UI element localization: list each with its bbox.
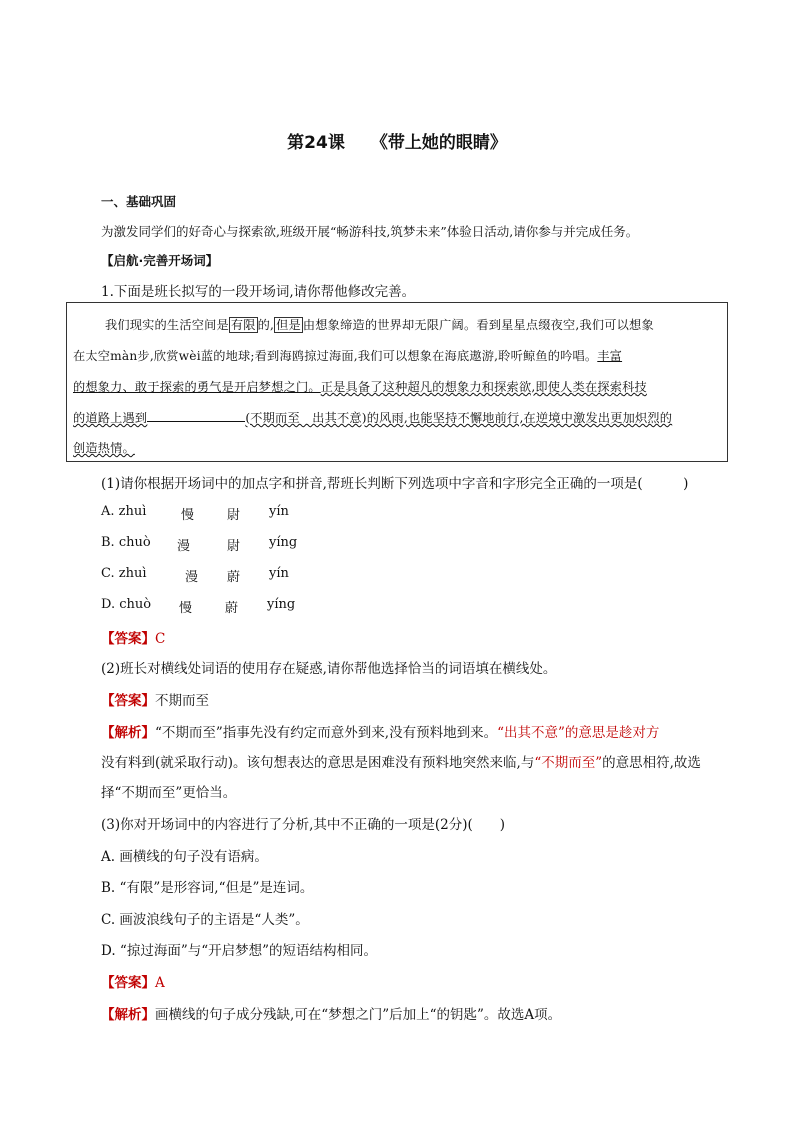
underlined-text: 的想象力、敢于探索的勇气是开启梦想之门。 <box>73 380 321 394</box>
lesson-number: 第24课 <box>287 133 345 153</box>
sub-question-3: (3)你对开场词中的内容进行了分析,其中不正确的一项是(2分)( ) <box>101 817 506 833</box>
sub-question-1: (1)请你根据开场词中的加点字和拼音,帮班长判断下列选项中字音和字形完全正确的一项是( ) <box>101 476 689 492</box>
analysis-2-line-3: 择“不期而至”更恰当。 <box>101 785 237 801</box>
analysis-2-line-2: 没有料到(就采取行动)。该句想表达的意思是困难没有预料地突然来临,与“不期而至”的意思相符,故选 <box>101 755 701 771</box>
task-heading: 【启航·完善开场词】 <box>101 253 219 268</box>
option-3d[interactable]: D. “掠过海面”与“开启梦想”的短语结构相同。 <box>101 943 378 959</box>
lesson-name: 《带上她的眼睛》 <box>370 133 507 153</box>
passage-line-1: 我们现实的生活空间是 有限 的, 但是 由想象缔造的世界却无限广阔。看到星星点缀夜空,我们可以想象 <box>105 318 654 332</box>
section-heading: 一、基础巩固 <box>101 194 177 209</box>
analysis-3: 【解析】画横线的句子成分残缺,可在“梦想之门”后加上“的钥匙”。故选A项。 <box>101 1007 562 1023</box>
question-1: 1.下面是班长拟写的一段开场词,请你帮他修改完善。 <box>101 284 416 300</box>
wavy-underlined-text: 正是具备了这种超凡的想象力和探索欲,即使人类在探索科技 <box>320 380 647 394</box>
intro-text: 为激发同学们的好奇心与探索欲,班级开展“畅游科技,筑梦未来”体验日活动,请你参与并完成任务。 <box>101 224 639 239</box>
boxed-word-1: 有限 <box>230 318 256 332</box>
answer-1: 【答案】C <box>101 631 166 647</box>
passage-line-2: 在太空màn步,欣赏wèi蓝的地球;看到海鸥掠过海面,我们可以想象在海底遨游,聆听鲸鱼的吟唱。丰富 <box>73 349 623 363</box>
boxed-word-2: 但是 <box>276 318 301 332</box>
passage-line-3 <box>73 378 647 395</box>
passage-box <box>66 302 728 462</box>
option-3a[interactable]: A. 画横线的句子没有语病。 <box>101 849 268 865</box>
option-3c[interactable]: C. 画波浪线句子的主语是“人类”。 <box>101 912 309 928</box>
passage-line-5: 创造热情。 <box>73 441 135 455</box>
underlined-text: 丰富 <box>597 349 623 363</box>
sub-question-2: (2)班长对横线处词语的使用存在疑惑,请你帮他选择恰当的词语填在横线处。 <box>101 661 557 677</box>
option-3b[interactable]: B. “有限”是形容词,“但是”是连词。 <box>101 880 314 896</box>
answer-2: 【答案】不期而至 <box>101 693 209 709</box>
passage-line-4: 的道路上遇到 (不期而至 出其不意)的风雨,也能坚持不懈地前行,在逆境中激发出更加炽烈的 <box>73 411 673 425</box>
answer-3: 【答案】A <box>101 975 165 991</box>
fill-blank[interactable] <box>147 411 245 422</box>
analysis-2-line-1: 【解析】“不期而至”指事先没有约定而意外到来,没有预料地到来。“出其不意”的意思是趁对方 <box>101 725 660 741</box>
page-title <box>0 128 794 153</box>
